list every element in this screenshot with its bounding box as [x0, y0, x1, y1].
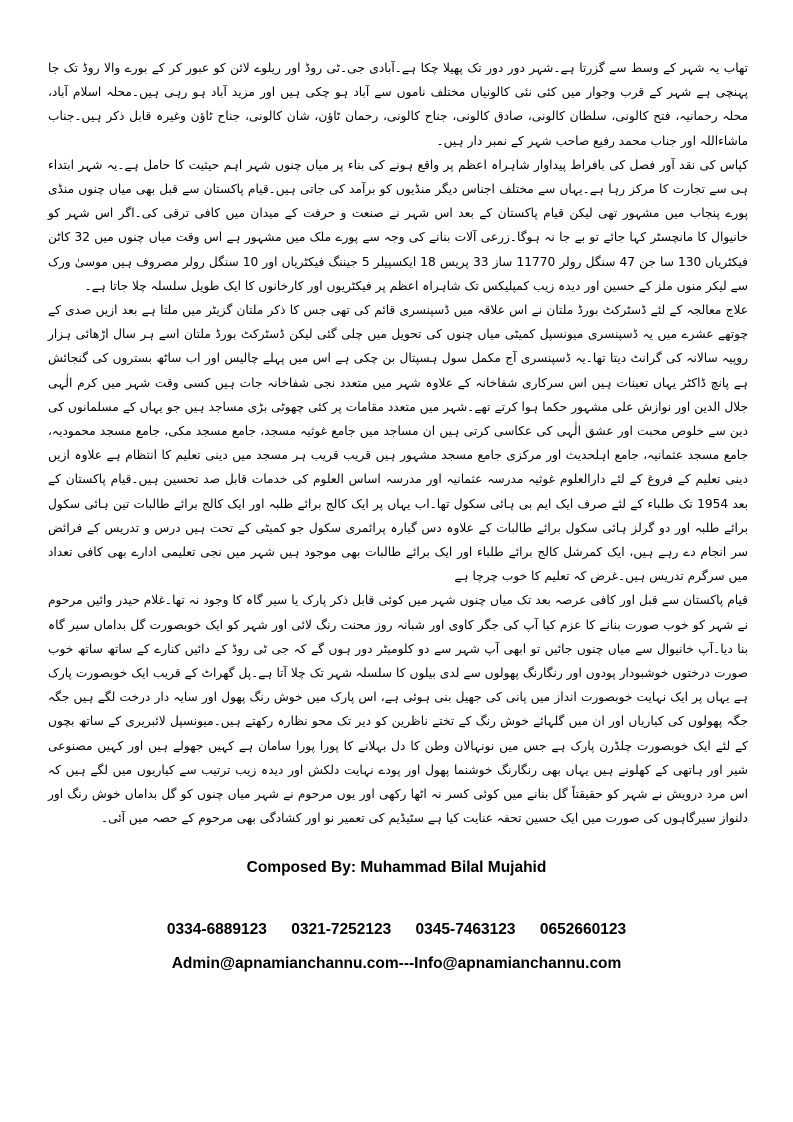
phone-number: 0334-6889123 [166, 921, 267, 938]
phone-number: 0345-7463123 [415, 921, 516, 938]
email-addresses[interactable]: Admin@apnamianchannu.com---Info@apnamianchannu.com [171, 955, 622, 972]
phone-numbers [0, 921, 793, 939]
paragraph-health-religion-education: علاج معالجہ کے لئے ڈسٹرکٹ بورڈ ملتان نے اس علاقہ میں ڈسپنسری قائم کی تھی جس کا ذکر ملتان گزیٹر میں ملتا ہے بعد ازیں صدی کے چوتھے عشرے میں یہ ڈسپنسری میونسپل کمیٹی میاں چنوں کی تحویل میں چلی گئی لیکن ڈسٹرکٹ بورڈ ملتان اسے ہر سال اڑھائی ہزار روپیہ سالانہ کی گرانٹ دیتا تھا۔یہ ڈسپنسری آج مکمل سول ہسپتال بن چکی ہے اس میں پہلے چالیس اور اب ساٹھ بستروں کی گنجائش ہے پانچ ڈاکٹر یہاں تعینات ہیں اس سرکاری شفاخانہ کے علاوہ شہر میں متعدد نجی شفاخانہ جات ہیں کسی وقت شہر میں کرم الٰہی جلال الدین اور نوازش علی مشہور حکما ہوا کرتے تھے۔شہر میں متعدد مقامات پر کئی چھوٹی بڑی مساجد ہیں جو یہاں کے مسلمانوں کی دین سے خلوص محبت اور عشق الٰہی کی عکاسی کرتی ہیں ان مساجد میں جامع غوثیہ مسجد، جامع مسجد مکی، جامع مسجد محمودیہ، جامع مسجد عثمانیہ، جامع اہلحدیث اور مرکزی جامع مسجد مشہور ہیں قریب قریب ہر مسجد میں دینی تعلیم کا انتظام ہے علاوہ ازیں دینی تعلیم کے فروغ کے لئے دارالعلوم غوثیہ مدرسہ عثمانیہ اور مدرسہ اساس العلوم کی خدمات قابل صد تحسین ہیں۔قیام پاکستان کے بعد 1954 تک طلباء کے لئے صرف ایک ایم بی ہائی سکول تھا۔اب یہاں پر ایک کالج برائے طلبہ اور ایک کالج برائے طالبات تین ہائی سکول برائے طلبہ اور دو گرلز ہائی سکول برائے طالبات کے علاوہ دس گیارہ پرائمری سکول جو کمیٹی کے تحت ہیں درس و تدریس کے فرائض سر انجام دے رہے ہیں، ایک کمرشل کالج برائے طلباء اور ایک برائے طالبات بھی موجود ہیں شہر میں نجی تعلیمی ادارے بھی کافی تعداد میں سرگرم تدریس ہیں۔غرض کہ تعلیم کا خوب چرچا ہے [48, 303, 748, 584]
phone-number: 0321-7252123 [291, 921, 392, 938]
composed-by-line: Composed By: Muhammad Bilal Mujahid [246, 859, 547, 876]
paragraph-city-expansion: تھاب یہ شہر کے وسط سے گزرتا ہے۔شہر دور دور تک پھیلا چکا ہے۔آبادی جی۔ٹی روڈ اور ریلوے لائن کو عبور کر کے بورے والا روڈ تک جا پہنچی ہے شہر کے قرب وجوار میں کئی نئی کالونیاں مختلف ناموں سے آباد ہو چکی ہیں اور مزید آباد ہو رہی ہیں۔محلہ اسلام آباد، محلہ رحمانیہ، فتح کالونی، سلطان کالونی، صادق کالونی، جناح کالونی، رحمان ٹاؤن، شان کالونی، جناح ٹاؤن وغیرہ قابل ذکر ہیں۔جناب ماشاءاللہ اور جناب محمد رفیع صاحب شہر کے نمبر دار ہیں۔ [48, 61, 748, 148]
article-body [48, 56, 748, 831]
paragraph-trade-industry: کپاس کی نقد آور فصل کی بافراط پیداوار شاہراہ اعظم پر واقع ہونے کی بناء پر میاں چنوں شہر اہم حیثیت کا حامل ہے۔یہ شہر ابتداء ہی سے تجارت کا مرکز رہا ہے۔یہاں سے مختلف اجناس دیگر منڈیوں کو برآمد کی جاتی ہیں۔قیام پاکستان سے قبل بھی میاں چنوں منڈی پورے پنجاب میں مشہور تھی لیکن قیام پاکستان کے بعد اس شہر نے صنعت و حرفت کے میدان میں کافی ترقی کی۔اگر اس شہر کو خانیوال کا مانچسٹر کہا جائے تو بے جا نہ ہوگا۔زرعی آلات بنانے کی وجہ سے پورے ملک میں مشہور ہے اس وقت میاں چنوں میں 32 کاٹن فیکٹریاں 130 سا جن 47 سنگل رولر 11770 ساز 33 پریس 18 ایکسپیلر 5 جیننگ فیکٹریاں اور 10 سنگل رولر مصروف ہیں موسیٰ ورک سے لیکر منوں ملز کے حسین اور دیدہ زیب کمپلیکس تک شاہراہ اعظم پر فیکٹریوں اور کارخانوں کا ایک طویل سلسلہ چلا جاتا ہے۔ [48, 157, 748, 293]
paragraph-parks: قیام پاکستان سے قبل اور کافی عرصہ بعد تک میاں چنوں شہر میں کوئی قابل ذکر پارک یا سیر گاہ کا وجود نہ تھا۔غلام حیدر وائیں مرحوم نے شہر کو خوب صورت بنانے کا عزم کیا آپ کی جگر کاوی اور شبانہ روز محنت رنگ لائی اور شہر کو ایک خوبصورت گل بداماں سیر گاہ بنا دیا۔آپ خانیوال سے میاں چنوں جائیں تو ابھی آپ شہر سے دو کلومیٹر دور ہوں گے کہ جی ٹی روڈ کے دائیں کنارے کے ساتھ ساتھ خوب صورت درختوں خوشبودار پودوں اور رنگارنگ پھولوں سے لدی بیلوں کا سلسلہ شہر تک چلا آتا ہے۔پل گھراٹ کے قریب ایک خوبصورت پارک ہے یہاں پر ایک نہایت خوبصورت انداز میں پانی کی جھیل بنی ہوئی ہے، اس پارک میں خوش رنگ پھول اور سایہ دار درخت لگے ہیں جگہ جگہ پھولوں کی کیاریاں اور ان میں گلہائے خوش رنگ کے تختے ناظرین کو دیر تک محو نظارہ رکھتے ہیں۔میونسپل لائبریری کے ساتھ بچوں کے لئے ایک خوبصورت چلڈرن پارک ہے جس میں نونہالان وطن کا دل بہلانے کا پورا پورا سامان ہے کہیں جھولے ہیں اور کہیں مصنوعی شیر اور ہاتھی کے کھلونے ہیں یہاں بھی رنگارنگ خوشنما پھول اور پودے نہایت دلکش اور دیدہ زیب ترتیب سے کیاریوں میں لگے ہیں کہ اس مرد درویش نے شہر کو حقیقتاً گل بنانے میں کوئی کسر نہ اٹھا رکھی اور یوں مرحوم نے شہر میاں چنوں کو گل بداماں خوش رنگ اور دلنواز سیرگاہوں کی صورت میں ایک حسین تحفہ عنایت کیا ہے سٹیڈیم کی تعمیر نو اور کشادگی بھی مرحوم کے حصہ میں آئی۔ [48, 593, 748, 826]
phone-number: 0652660123 [539, 921, 627, 938]
